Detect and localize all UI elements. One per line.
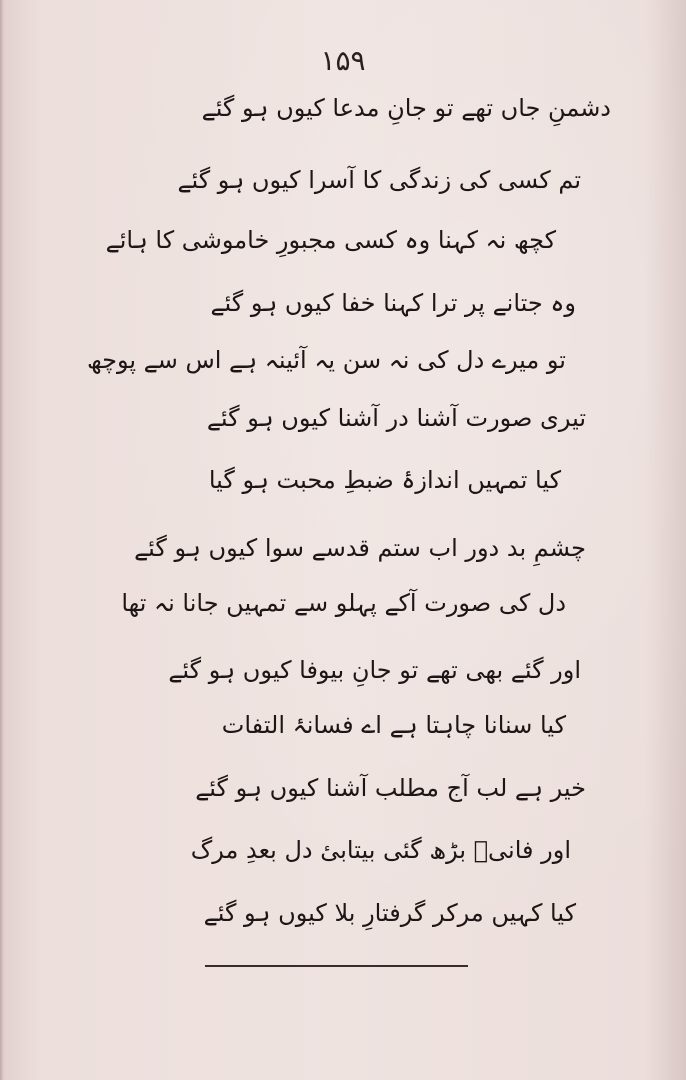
verse-line: اور فانیؔ بڑھ گئی بیتابیٔ دل بعدِ مرگ — [190, 836, 571, 864]
verse-line: تو میرے دل کی نہ سن یہ آئینہ ہے اس سے پوچھ — [86, 346, 566, 374]
page-edge-shadow — [0, 0, 4, 1080]
verse-line: اور گئے بھی تھے تو جانِ بیوفا کیوں ہو گئے — [168, 656, 581, 684]
verse-line: کیا تمہیں اندازۂ ضبطِ محبت ہو گیا — [208, 466, 561, 494]
page-number: ۱۵۹ — [320, 44, 366, 77]
verse-line: وہ جتانے پر ترا کہنا خفا کیوں ہو گئے — [210, 289, 576, 317]
verse-line: کیا سنانا چاہتا ہے اے فسانۂ التفات — [221, 711, 566, 739]
verse-line: دشمنِ جاں تھے تو جانِ مدعا کیوں ہو گئے — [201, 94, 611, 122]
verse-line: کیا کہیں مرکر گرفتارِ بلا کیوں ہو گئے — [203, 899, 576, 927]
verse-line: تم کسی کی زندگی کا آسرا کیوں ہو گئے — [177, 166, 581, 194]
verse-line: دل کی صورت آکے پہلو سے تمہیں جانا نہ تھا — [121, 589, 566, 617]
end-divider-line — [205, 965, 468, 967]
verse-line: تیری صورت آشنا در آشنا کیوں ہو گئے — [206, 404, 586, 432]
verse-line: کچھ نہ کہنا وہ کسی مجبورِ خاموشی کا ہائے — [105, 226, 556, 254]
verse-line: چشمِ بد دور اب ستم قدسے سوا کیوں ہو گئے — [134, 534, 586, 562]
verse-line: خیر ہے لب آج مطلب آشنا کیوں ہو گئے — [195, 774, 586, 802]
